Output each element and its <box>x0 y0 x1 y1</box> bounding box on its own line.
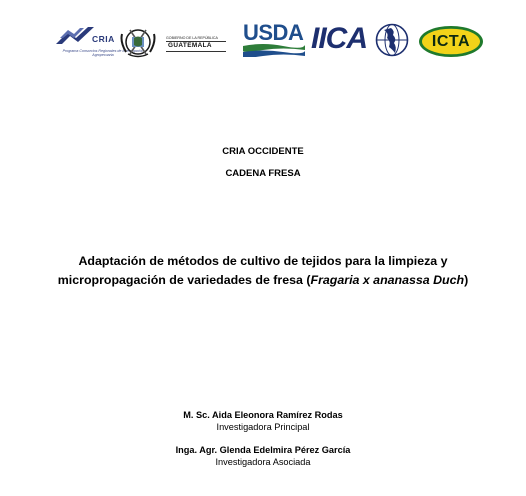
document-title <box>40 252 486 290</box>
cria-logo-icon <box>54 24 96 48</box>
usda-logo <box>243 22 305 58</box>
author-1-role: Investigadora Principal <box>216 422 310 432</box>
iica-logo <box>311 22 411 58</box>
guatemala-coat-of-arms-icon <box>116 24 160 60</box>
usda-landscape-icon <box>243 43 305 57</box>
cria-subtitle: Programa Consorcios Regionales de Investigación Agropecuaria <box>62 49 144 58</box>
guatemala-underline-bottom <box>166 51 226 53</box>
iica-name: IICA <box>311 22 367 55</box>
iica-globe-icon <box>375 23 409 57</box>
title-close: ) <box>464 273 469 287</box>
title-species: Fragaria x ananassa Duch <box>310 273 465 287</box>
header-cadena-fresa: CADENA FRESA <box>225 168 301 179</box>
usda-name: USDA <box>243 20 304 45</box>
guatemala-label: GUATEMALA <box>168 42 212 49</box>
title-main: Adaptación de métodos de cultivo de tejidos para la limpieza y micropropagación de variedades de fresa ( <box>57 254 448 287</box>
author-1-name: M. Sc. Aida Eleonora Ramírez Rodas <box>183 410 343 420</box>
header-cria-occidente: CRIA OCCIDENTE <box>222 146 304 157</box>
cria-name: CRIA <box>92 34 115 44</box>
icta-logo <box>418 25 484 58</box>
author-2-role: Investigadora Asociada <box>215 457 311 467</box>
icta-name: ICTA <box>431 33 471 50</box>
logo-strip <box>0 0 526 80</box>
author-2-name: Inga. Agr. Glenda Edelmira Pérez García <box>175 445 351 455</box>
guatemala-government-label: GOBIERNO DE LA REPÚBLICA <box>166 36 218 40</box>
guatemala-logo <box>116 24 234 60</box>
